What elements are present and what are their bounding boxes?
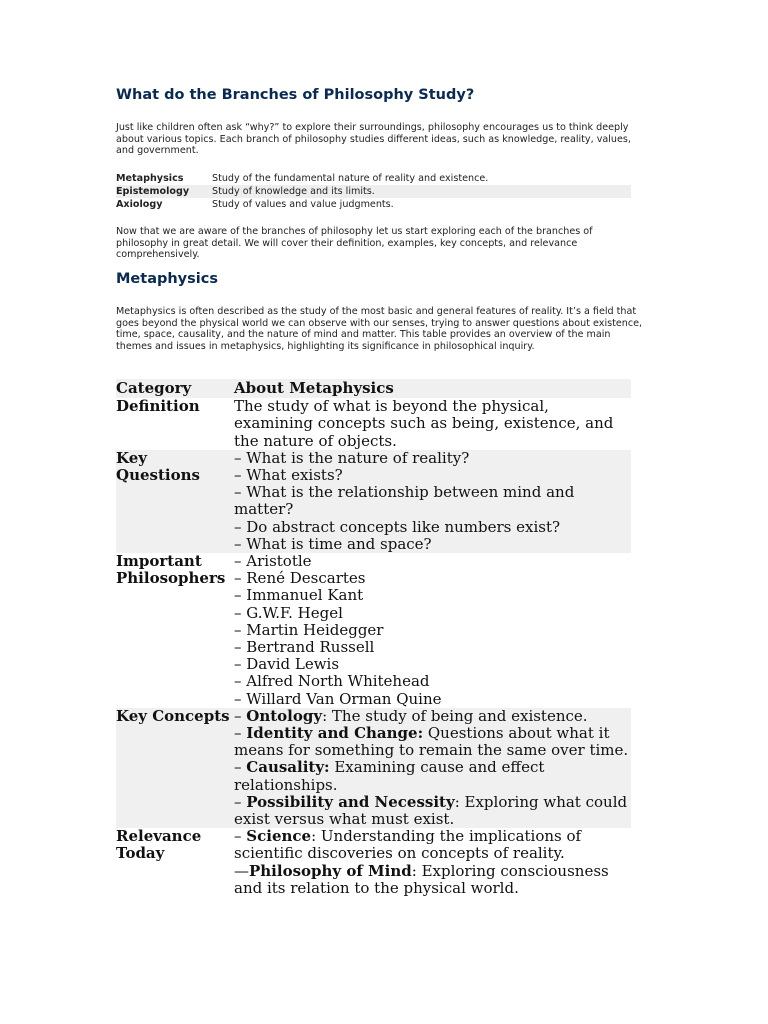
list-item: – Immanuel Kant (234, 586, 364, 605)
list-item: – David Lewis (234, 655, 340, 674)
table-row-definition (116, 398, 631, 450)
row-label: Important Philosophers (116, 552, 226, 588)
section-intro-paragraph: Metaphysics is often described as the study of the most basic and general features of reality. It’s a field that goes beyond the physical world we can observe with our senses, trying to answer questions about existence, time, space, causality, and the nature of mind and matter. This table provides an overview of the main themes and issues in metaphysics, highlighting its significance in philosophical inquiry. (116, 306, 643, 352)
table-row-philosophers (116, 553, 631, 708)
row-value (234, 828, 631, 897)
list-item: – Alfred North Whitehead (234, 672, 430, 691)
row-value (234, 553, 631, 708)
row-value (234, 708, 631, 828)
list-item: – Science: Understanding the implications of scientific discoveries on concepts of reality. (234, 827, 582, 863)
intro-paragraph: Just like children often ask “why?” to explore their surroundings, philosophy encourages us to think deeply about various topics. Each branch of philosophy studies different ideas, such as knowledge, reality, values, and government. (116, 122, 631, 157)
table-header-row (116, 379, 631, 398)
concept-term: Identity and Change: (246, 724, 424, 743)
relevance-term: Philosophy of Mind (249, 861, 412, 880)
branch-desc: Study of values and value judgments. (212, 199, 394, 210)
table-row-relevance (116, 828, 631, 897)
concept-term: Possibility and Necessity (246, 792, 455, 811)
branch-term: Epistemology (116, 185, 212, 198)
list-item: – What is the relationship between mind and matter? (234, 483, 575, 519)
concept-term: Ontology (246, 706, 323, 725)
list-item: – Identity and Change: Questions about what it means for something to remain the same over time. (234, 724, 629, 760)
list-item: – What exists? (234, 466, 343, 485)
row-label: Key Concepts (116, 708, 234, 828)
transition-paragraph: Now that we are aware of the branches of philosophy let us start exploring each of the branches of philosophy in great detail. We will cover their definition, examples, key concepts, and relevance comprehensively. (116, 226, 593, 261)
list-item: —Philosophy of Mind: Exploring consciousness and its relation to the physical world. (234, 861, 609, 897)
table-row-key-concepts (116, 708, 631, 828)
list-item: – Bertrand Russell (234, 638, 375, 657)
concept-term: Causality: (246, 758, 330, 777)
branch-term: Metaphysics (116, 173, 184, 184)
page-title: What do the Branches of Philosophy Study? (116, 87, 475, 103)
list-item: – Martin Heidegger (234, 620, 384, 639)
section-title: Metaphysics (116, 271, 218, 287)
row-label: Definition (116, 397, 200, 416)
row-label: Key Questions (116, 450, 234, 553)
branch-row (116, 185, 631, 198)
list-item: – Do abstract concepts like numbers exist? (234, 517, 561, 536)
list-item: – Possibility and Necessity: Exploring what could exist versus what must exist. (234, 792, 628, 829)
list-item: – Willard Van Orman Quine (234, 689, 442, 708)
branch-desc: Study of knowledge and its limits. (212, 185, 631, 198)
metaphysics-table (116, 379, 631, 897)
list-item: – Ontology: The study of being and existence. (234, 706, 588, 725)
header-about: About Metaphysics (234, 379, 631, 398)
relevance-term: Science (246, 827, 312, 846)
list-item: – What is time and space? (234, 534, 432, 553)
list-item: – G.W.F. Hegel (234, 603, 343, 622)
header-category: Category (116, 379, 234, 398)
branch-term: Axiology (116, 199, 163, 210)
list-item: – Causality: Examining cause and effect relationships. (234, 758, 545, 794)
list-item: – René Descartes (234, 569, 366, 588)
branch-desc: Study of the fundamental nature of reality and existence. (212, 173, 489, 184)
row-value: The study of what is beyond the physical, examining concepts such as being, existence, and the nature of objects. (234, 397, 614, 450)
list-item: – Aristotle (234, 552, 312, 571)
branch-row (116, 198, 631, 211)
list-item: – What is the nature of reality? (234, 448, 470, 467)
branches-table (116, 172, 631, 211)
table-row-key-questions (116, 450, 631, 553)
row-value (234, 450, 631, 553)
branch-row (116, 172, 631, 185)
row-label: Relevance Today (116, 827, 202, 863)
